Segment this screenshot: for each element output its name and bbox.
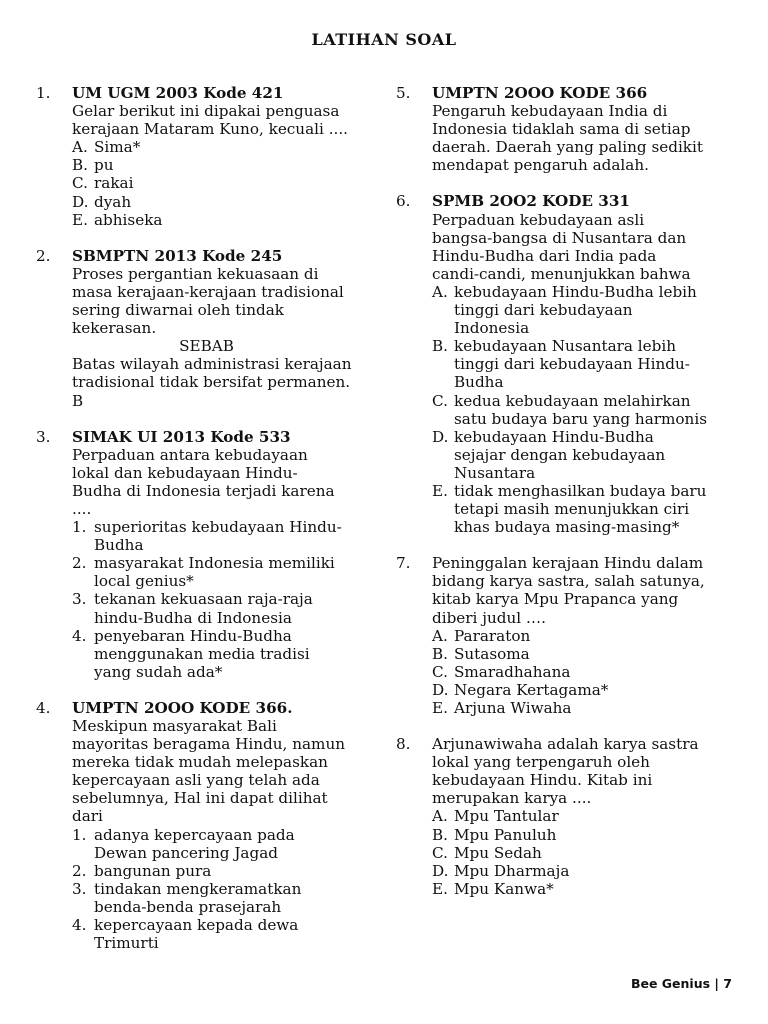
answer-option: 3. tindakan mengkeramatkan benda-benda prasejarah <box>72 879 302 916</box>
question-text-line: Hindu-Budha dari India pada <box>432 246 657 265</box>
question-text-line: Perpaduan kebudayaan asli <box>432 210 645 229</box>
question-number: 7. <box>396 554 411 573</box>
answer-option: 2. bangunan pura <box>72 861 212 880</box>
question-text-line: kekerasan. <box>72 319 157 338</box>
answer-option: D. kebudayaan Hindu-Budha sejajar dengan kebudayaan Nusantara <box>432 427 666 482</box>
question-text-line: dari <box>72 807 103 826</box>
question-4 <box>36 699 381 952</box>
question-text-line: Batas wilayah administrasi kerajaan <box>72 355 352 374</box>
question-number: 5. <box>396 84 411 102</box>
question-number: 8. <box>396 735 411 754</box>
question-text-line: Perpaduan antara kebudayaan <box>72 445 308 464</box>
answer-option: D. Mpu Dharmaja <box>432 861 570 880</box>
answer-option: 4. kepercayaan kepada dewa Trimurti <box>72 916 299 953</box>
question-text-line: bangsa-bangsa di Nusantara dan <box>432 228 687 247</box>
question-2 <box>36 247 381 410</box>
question-text-line: daerah. Daerah yang paling sedikit <box>432 138 703 157</box>
question-number: 3. <box>36 427 51 446</box>
question-6 <box>396 192 741 536</box>
answer-option: 4. penyebaran Hindu-Budha menggunakan media tradisi yang sudah ada* <box>72 626 310 681</box>
question-text-line: kepercayaan asli yang telah ada <box>72 771 320 790</box>
right-column <box>396 84 741 916</box>
question-header: UMPTN 2OOO KODE 366. <box>72 698 293 717</box>
question-number: 2. <box>36 246 51 265</box>
question-text-line: .... <box>72 499 92 518</box>
question-text-line: diberi judul …. <box>432 608 546 627</box>
question-text-line: candi-candi, menunjukkan bahwa <box>432 264 691 283</box>
question-8 <box>396 735 741 898</box>
answer-option: E. Arjuna Wiwaha <box>432 699 572 717</box>
question-text-line: sebelumnya, Hal ini dapat dilihat <box>72 789 328 808</box>
answer-option: B. Sutasoma <box>432 644 530 663</box>
question-number: 4. <box>36 698 51 717</box>
question-text-line: Meskipun masyarakat Bali <box>72 717 277 735</box>
page-title: LATIHAN SOAL <box>311 30 457 49</box>
question-text-line: Peninggalan kerajaan Hindu dalam <box>432 554 704 573</box>
question-text-line: mayoritas beragama Hindu, namun <box>72 735 346 754</box>
question-text-line: lokal yang terpengaruh oleh <box>432 753 650 772</box>
question-text-line: bidang karya sastra, salah satunya, <box>432 572 705 591</box>
answer-option: A. Pararaton <box>432 626 531 645</box>
answer-option: E. abhiseka <box>72 210 163 229</box>
question-header: SIMAK UI 2013 Kode 533 <box>72 427 291 446</box>
question-text-line: tradisional tidak bersifat permanen. <box>72 373 351 392</box>
question-5 <box>396 84 741 174</box>
answer-option: B. Mpu Panuluh <box>432 825 557 844</box>
question-text-line: masa kerajaan-kerajaan tradisional <box>72 282 344 301</box>
question-text-line: sering diwarnai oleh tindak <box>72 301 284 320</box>
question-text-line: kebudayaan Hindu. Kitab ini <box>432 771 653 790</box>
question-7 <box>396 554 741 717</box>
question-text-line: Pengaruh kebudayaan India di <box>432 102 668 121</box>
answer-option: 1. adanya kepercayaan pada Dewan pancering Jagad <box>72 825 295 862</box>
answer-option: D. dyah <box>72 192 132 211</box>
question-header: UM UGM 2003 Kode 421 <box>72 84 284 102</box>
question-text-line: Indonesia tidaklah sama di setiap <box>432 120 691 139</box>
answer-option: C. kedua kebudayaan melahirkan satu budaya baru yang harmonis <box>432 391 707 428</box>
question-text-line: Proses pergantian kekuasaan di <box>72 264 319 283</box>
answer-option: 3. tekanan kekuasaan raja-raja hindu-Budha di Indonesia <box>72 590 313 627</box>
question-text-line: merupakan karya .... <box>432 789 592 808</box>
left-column <box>36 84 381 970</box>
question-text-line: Arjunawiwaha adalah karya sastra <box>432 735 699 754</box>
question-1 <box>36 84 381 229</box>
page-footer: Bee Genius | 7 <box>630 976 732 991</box>
answer-option: C. rakai <box>72 174 134 193</box>
answer-option: C. Smaradhahana <box>432 662 571 681</box>
question-number: 1. <box>36 84 51 102</box>
answer-option: E. Mpu Kanwa* <box>432 879 554 898</box>
question-text-line: mereka tidak mudah melepaskan <box>72 753 328 772</box>
answer-option: B. kebudayaan Nusantara lebih tinggi dari kebudayaan Hindu- Budha <box>432 337 690 392</box>
answer-option: 1. superioritas kebudayaan Hindu- Budha <box>72 518 342 555</box>
question-header: SPMB 2OO2 KODE 331 <box>432 192 630 211</box>
sebab-label: SEBAB <box>179 337 234 356</box>
answer-option: A. Sima* <box>72 138 141 157</box>
question-header: SBMPTN 2013 Kode 245 <box>72 246 283 265</box>
question-text-line: kitab karya Mpu Prapanca yang <box>432 590 679 609</box>
answer-key: B <box>72 391 84 410</box>
question-header: UMPTN 2OOO KODE 366 <box>432 84 648 102</box>
answer-option: D. Negara Kertagama* <box>432 680 609 699</box>
answer-option: B. pu <box>72 156 114 175</box>
answer-option: A. kebudayaan Hindu-Budha lebih tinggi dari kebudayaan Indonesia <box>432 282 697 338</box>
question-text-line: Budha di Indonesia terjadi karena <box>72 481 335 500</box>
question-text-line: Gelar berikut ini dipakai penguasa <box>72 102 340 121</box>
question-number: 6. <box>396 192 411 211</box>
question-text-line: mendapat pengaruh adalah. <box>432 156 649 175</box>
question-3 <box>36 428 381 681</box>
answer-option: C. Mpu Sedah <box>432 843 542 862</box>
question-text-line: kerajaan Mataram Kuno, kecuali .... <box>72 120 348 139</box>
answer-option: E. tidak menghasilkan budaya baru tetapi masih menunjukkan ciri khas budaya masing-masing* <box>432 481 707 537</box>
question-text-line: lokal dan kebudayaan Hindu- <box>72 463 298 482</box>
answer-option: 2. masyarakat Indonesia memiliki local genius* <box>72 554 335 591</box>
answer-option: A. Mpu Tantular <box>432 807 559 826</box>
